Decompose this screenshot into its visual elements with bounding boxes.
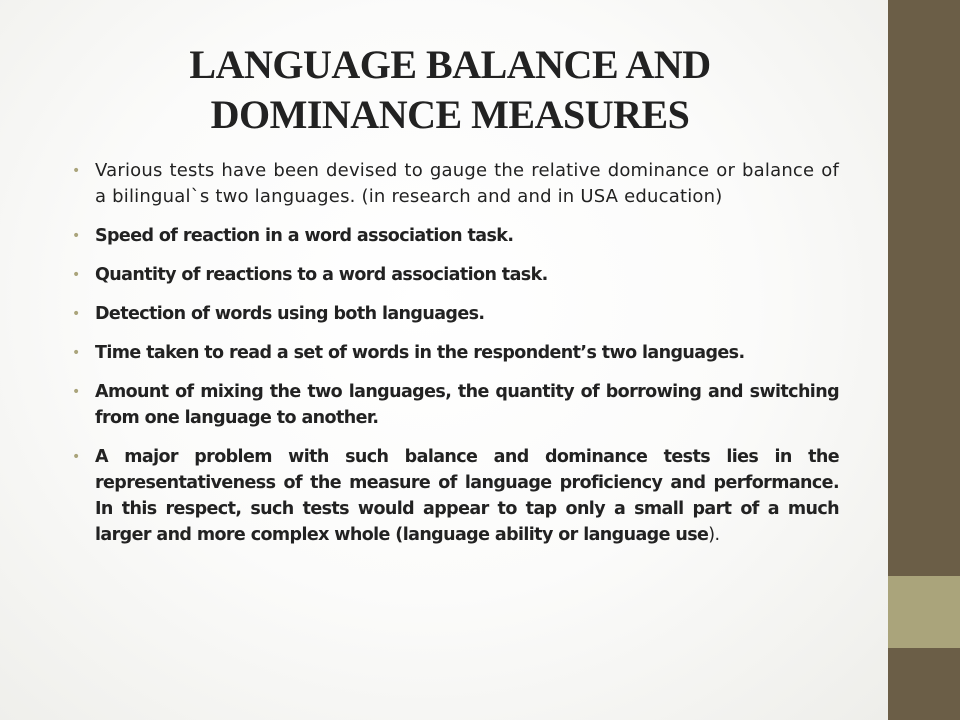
bullet-text: Amount of mixing the two languages, the quantity of borrowing and switching from one language to another.	[95, 382, 839, 428]
list-item	[72, 158, 839, 210]
slide-title	[90, 40, 810, 140]
list-item	[72, 379, 839, 431]
bullet-icon: •	[72, 449, 80, 465]
bullet-text: A major problem with such balance and dominance tests lies in the representativeness of the measure of language proficiency and performance. In this respect, such tests would appear to tap only a small part of a much larger and more complex whole (language ability or language use	[95, 447, 839, 545]
list-item	[72, 223, 839, 249]
title-line-1: LANGUAGE BALANCE AND	[189, 42, 711, 87]
list-item	[72, 340, 839, 366]
bullet-icon: •	[72, 345, 80, 361]
side-accent-block	[888, 576, 960, 648]
bullet-icon: •	[72, 228, 80, 244]
list-item	[72, 444, 839, 548]
bullet-text: Detection of words using both languages.	[95, 304, 485, 324]
bullet-text-tail: ).	[708, 525, 720, 545]
bullet-list	[72, 158, 839, 561]
title-line-2: DOMINANCE MEASURES	[210, 92, 690, 137]
list-item	[72, 301, 839, 327]
bullet-text: Time taken to read a set of words in the respondent’s two languages.	[95, 343, 745, 363]
bullet-icon: •	[72, 267, 80, 283]
bullet-icon: •	[72, 163, 81, 179]
bullet-icon: •	[72, 384, 80, 400]
bullet-text: Speed of reaction in a word association task.	[95, 226, 514, 246]
list-item	[72, 262, 839, 288]
bullet-icon: •	[72, 306, 80, 322]
bullet-text: Various tests have been devised to gauge the relative dominance or balance of a bilingual`s two languages. (in research and and in USA education)	[95, 160, 839, 207]
bullet-text: Quantity of reactions to a word association task.	[95, 265, 548, 285]
